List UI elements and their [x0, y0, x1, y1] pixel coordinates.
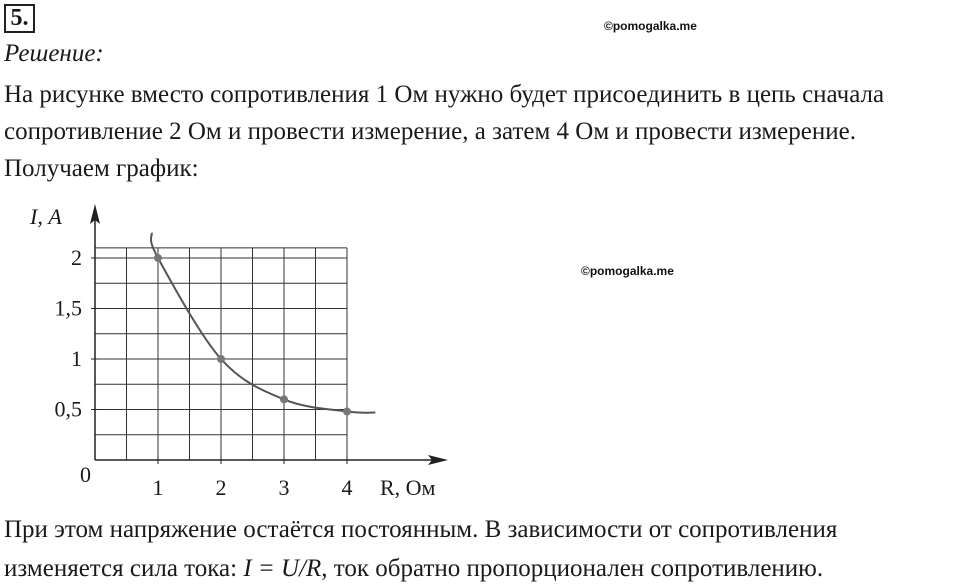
- solution-heading: Решение:: [4, 40, 104, 67]
- x-tick-label: 1: [152, 475, 164, 500]
- conclusion-suffix: , ток обратно пропорционален сопротивлению.: [321, 555, 824, 582]
- data-point: [154, 254, 162, 262]
- y-axis-label: I, А: [30, 204, 62, 229]
- paragraph-line-3: Получаем график:: [4, 155, 199, 182]
- x-tick-label: 2: [215, 475, 227, 500]
- current-resistance-chart: [0, 190, 480, 510]
- y-tick-label: 1: [71, 346, 82, 371]
- data-point: [280, 395, 288, 403]
- data-point: [217, 355, 225, 363]
- y-tick-label: 2: [71, 245, 82, 270]
- chart-curve: [151, 233, 375, 413]
- y-tick-label: 0,5: [54, 396, 82, 422]
- paragraph-line-1: На рисунке вместо сопротивления 1 Ом нужно будет присоединить в цепь сначала: [4, 81, 885, 108]
- conclusion-line-2: [4, 555, 823, 583]
- chart-axes: [90, 204, 448, 465]
- conclusion-prefix: изменяется сила тока:: [4, 555, 244, 582]
- x-tick-label: 4: [341, 475, 353, 500]
- x-tick-label: 3: [278, 475, 290, 500]
- origin-label: 0: [80, 462, 91, 487]
- data-point: [343, 408, 351, 416]
- formula: I = U/R: [243, 555, 322, 582]
- watermark-top: ©pomogalka.me: [604, 19, 697, 33]
- paragraph-line-2: сопротивление 2 Ом и провести измерение, а затем 4 Ом и провести измерение.: [4, 118, 856, 145]
- conclusion-line-1: При этом напряжение остаётся постоянным. В зависимости от сопротивления: [4, 516, 838, 543]
- y-tick-label: 1,5: [54, 295, 82, 321]
- x-axis-label: R, Ом: [380, 475, 436, 500]
- problem-number: 5.: [4, 4, 35, 33]
- chart-grid: [95, 248, 347, 460]
- watermark-middle: ©pomogalka.me: [581, 264, 674, 278]
